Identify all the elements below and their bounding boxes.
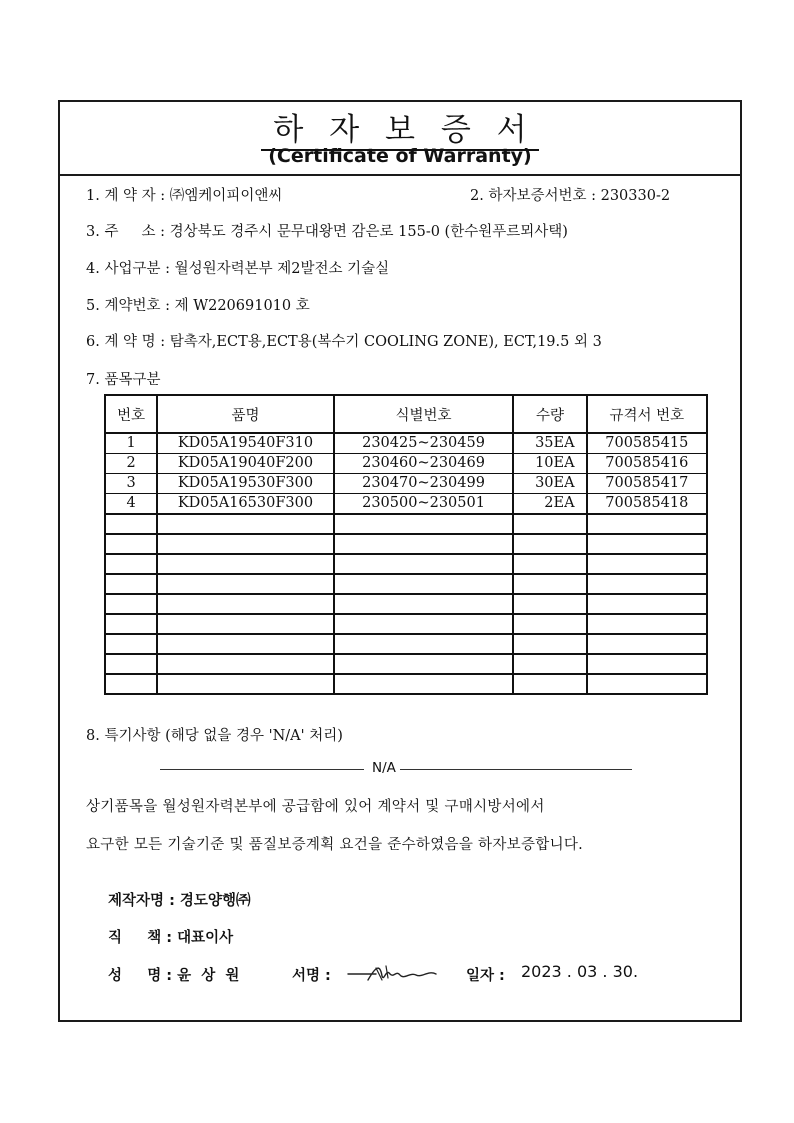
contract-number-field: 5. 계약번호 : 제 W220691010 호: [86, 298, 310, 314]
manufacturer-name: 제작자명 : 경도양행㈜: [108, 893, 251, 909]
row-no: 3: [105, 474, 157, 494]
row-id: 230460~230469: [334, 454, 514, 474]
row-spec: 700585415: [587, 433, 707, 454]
table-row: [105, 454, 707, 474]
row-qty: 10EA: [513, 454, 586, 474]
row-spec: 700585417: [587, 474, 707, 494]
remarks-rule-left: [160, 769, 364, 770]
row-no: 4: [105, 494, 157, 515]
remarks-value-text: N/A: [372, 760, 396, 776]
address-field: 3. 주 소 : 경상북도 경주시 문무대왕면 감은로 155-0 (한수원푸르뫼사택): [86, 224, 568, 240]
row-spec: 700585418: [587, 494, 707, 515]
table-row: [105, 433, 707, 454]
row-qty: 30EA: [513, 474, 586, 494]
table-empty-row: [105, 514, 707, 534]
table-empty-row: [105, 634, 707, 654]
document-subtitle: (Certificate of Warranty): [268, 145, 532, 167]
row-name: KD05A19040F200: [157, 454, 334, 474]
row-id: 230425~230459: [334, 433, 514, 454]
row-no: 2: [105, 454, 157, 474]
title-divider: [60, 174, 740, 176]
items-heading: 7. 품목구분: [86, 372, 161, 388]
row-id: 230500~230501: [334, 494, 514, 515]
table-empty-row: [105, 574, 707, 594]
date-value: 2023 . 03 . 30.: [521, 962, 639, 981]
signer-position: 직 책 : 대표이사: [108, 930, 234, 946]
header-name: 품명: [157, 395, 334, 433]
row-qty: 2EA: [513, 494, 586, 515]
row-name: KD05A19530F300: [157, 474, 334, 494]
signer-name: 성 명 : 윤 상 원: [108, 968, 240, 984]
table-empty-row: [105, 554, 707, 574]
certificate-frame: [58, 100, 742, 1022]
contract-name-field: 6. 계 약 명 : 탐촉자,ECT용,ECT용(복수기 COOLING ZONE), ECT,19.5 외 3: [86, 334, 602, 350]
row-name: KD05A16530F300: [157, 494, 334, 515]
table-empty-row: [105, 594, 707, 614]
document-title: 하 자 보 증 서: [60, 104, 740, 149]
table-empty-row: [105, 654, 707, 674]
remarks-heading: 8. 특기사항 (해당 없을 경우 'N/A' 처리): [86, 728, 343, 744]
table-empty-row: [105, 614, 707, 634]
header-qty: 수량: [513, 395, 586, 433]
table-row: [105, 494, 707, 515]
table-empty-row: [105, 534, 707, 554]
row-id: 230470~230499: [334, 474, 514, 494]
statement-line-1: 상기품목을 월성원자력본부에 공급함에 있어 계약서 및 구매시방서에서: [86, 799, 545, 815]
row-spec: 700585416: [587, 454, 707, 474]
signature-label: 서명 :: [292, 968, 331, 984]
row-no: 1: [105, 433, 157, 454]
header-id: 식별번호: [334, 395, 514, 433]
warranty-number-field: 2. 하자보증서번호 : 230330-2: [470, 188, 671, 204]
table-empty-row: [105, 674, 707, 694]
remarks-rule-right: [400, 769, 632, 770]
remarks-value: [160, 760, 632, 778]
handwritten-signature: [346, 962, 438, 986]
row-qty: 35EA: [513, 433, 586, 454]
items-table: [104, 394, 708, 695]
business-unit-field: 4. 사업구분 : 월성원자력본부 제2발전소 기술실: [86, 261, 390, 277]
contractor-field: 1. 계 약 자 : ㈜엠케이피이앤씨: [86, 188, 283, 204]
header-no: 번호: [105, 395, 157, 433]
row-name: KD05A19540F310: [157, 433, 334, 454]
table-header-row: [105, 395, 707, 433]
statement-line-2: 요구한 모든 기술기준 및 품질보증계획 요건을 준수하였음을 하자보증합니다.: [86, 837, 584, 853]
header-spec: 규격서 번호: [587, 395, 707, 433]
table-row: [105, 474, 707, 494]
date-label: 일자 :: [466, 968, 505, 984]
